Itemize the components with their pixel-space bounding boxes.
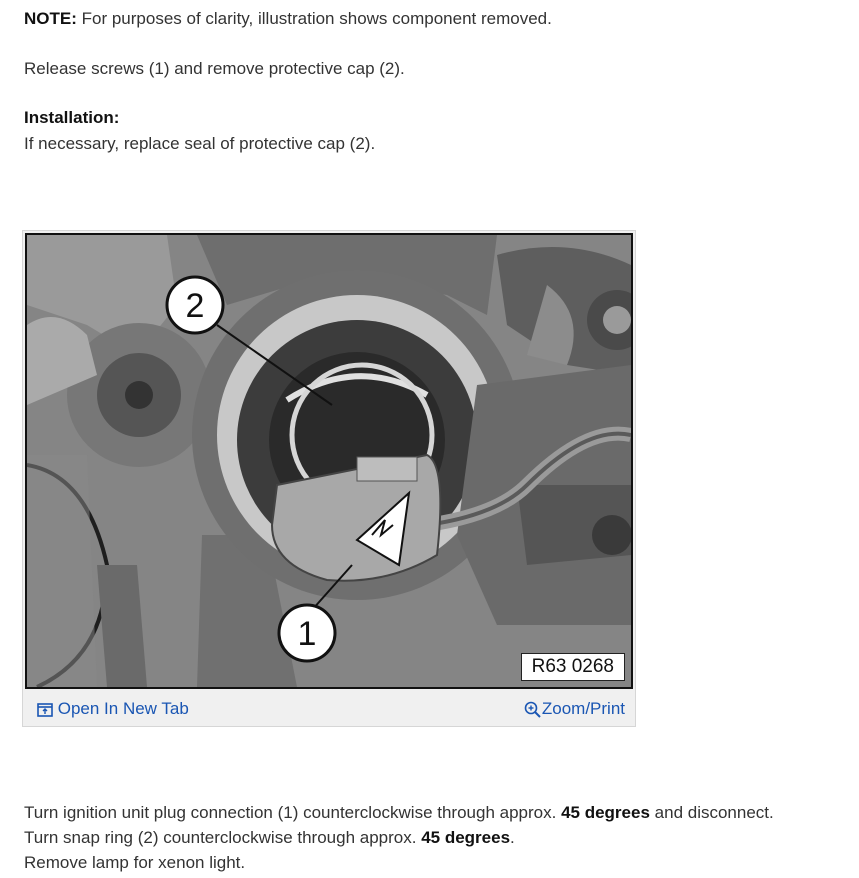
step-release-screws: Release screws (1) and remove protective cap (2). bbox=[24, 59, 405, 78]
step-ignition-unit: Turn ignition unit plug connection (1) counterclockwise through approx. 45 degrees and disconnect. bbox=[24, 803, 774, 822]
figure-code: R63 0268 bbox=[521, 653, 625, 681]
callout-1: 1 bbox=[297, 615, 317, 653]
zoom-icon bbox=[524, 701, 542, 719]
zoom-print-label: Zoom/Print bbox=[541, 699, 625, 718]
note-line bbox=[24, 9, 552, 29]
open-new-tab-icon bbox=[37, 703, 53, 717]
note-label: NOTE: bbox=[24, 9, 77, 28]
callout-2: 2 bbox=[185, 287, 205, 325]
open-in-new-tab-label: Open In New Tab bbox=[57, 699, 189, 718]
figure-panel bbox=[22, 230, 636, 727]
step-snap-ring: Turn snap ring (2) counterclockwise through approx. 45 degrees. bbox=[24, 828, 515, 847]
note-text: For purposes of clarity, illustration shows component removed. bbox=[81, 9, 552, 28]
installation-heading: Installation: bbox=[24, 108, 120, 127]
headlight-illustration bbox=[27, 235, 631, 687]
open-in-new-tab-link[interactable] bbox=[37, 699, 189, 719]
installation-text: If necessary, replace seal of protective cap (2). bbox=[24, 134, 376, 153]
headlight-photo[interactable] bbox=[25, 233, 633, 689]
step-remove-lamp: Remove lamp for xenon light. bbox=[24, 853, 246, 872]
zoom-print-link[interactable] bbox=[524, 699, 625, 719]
